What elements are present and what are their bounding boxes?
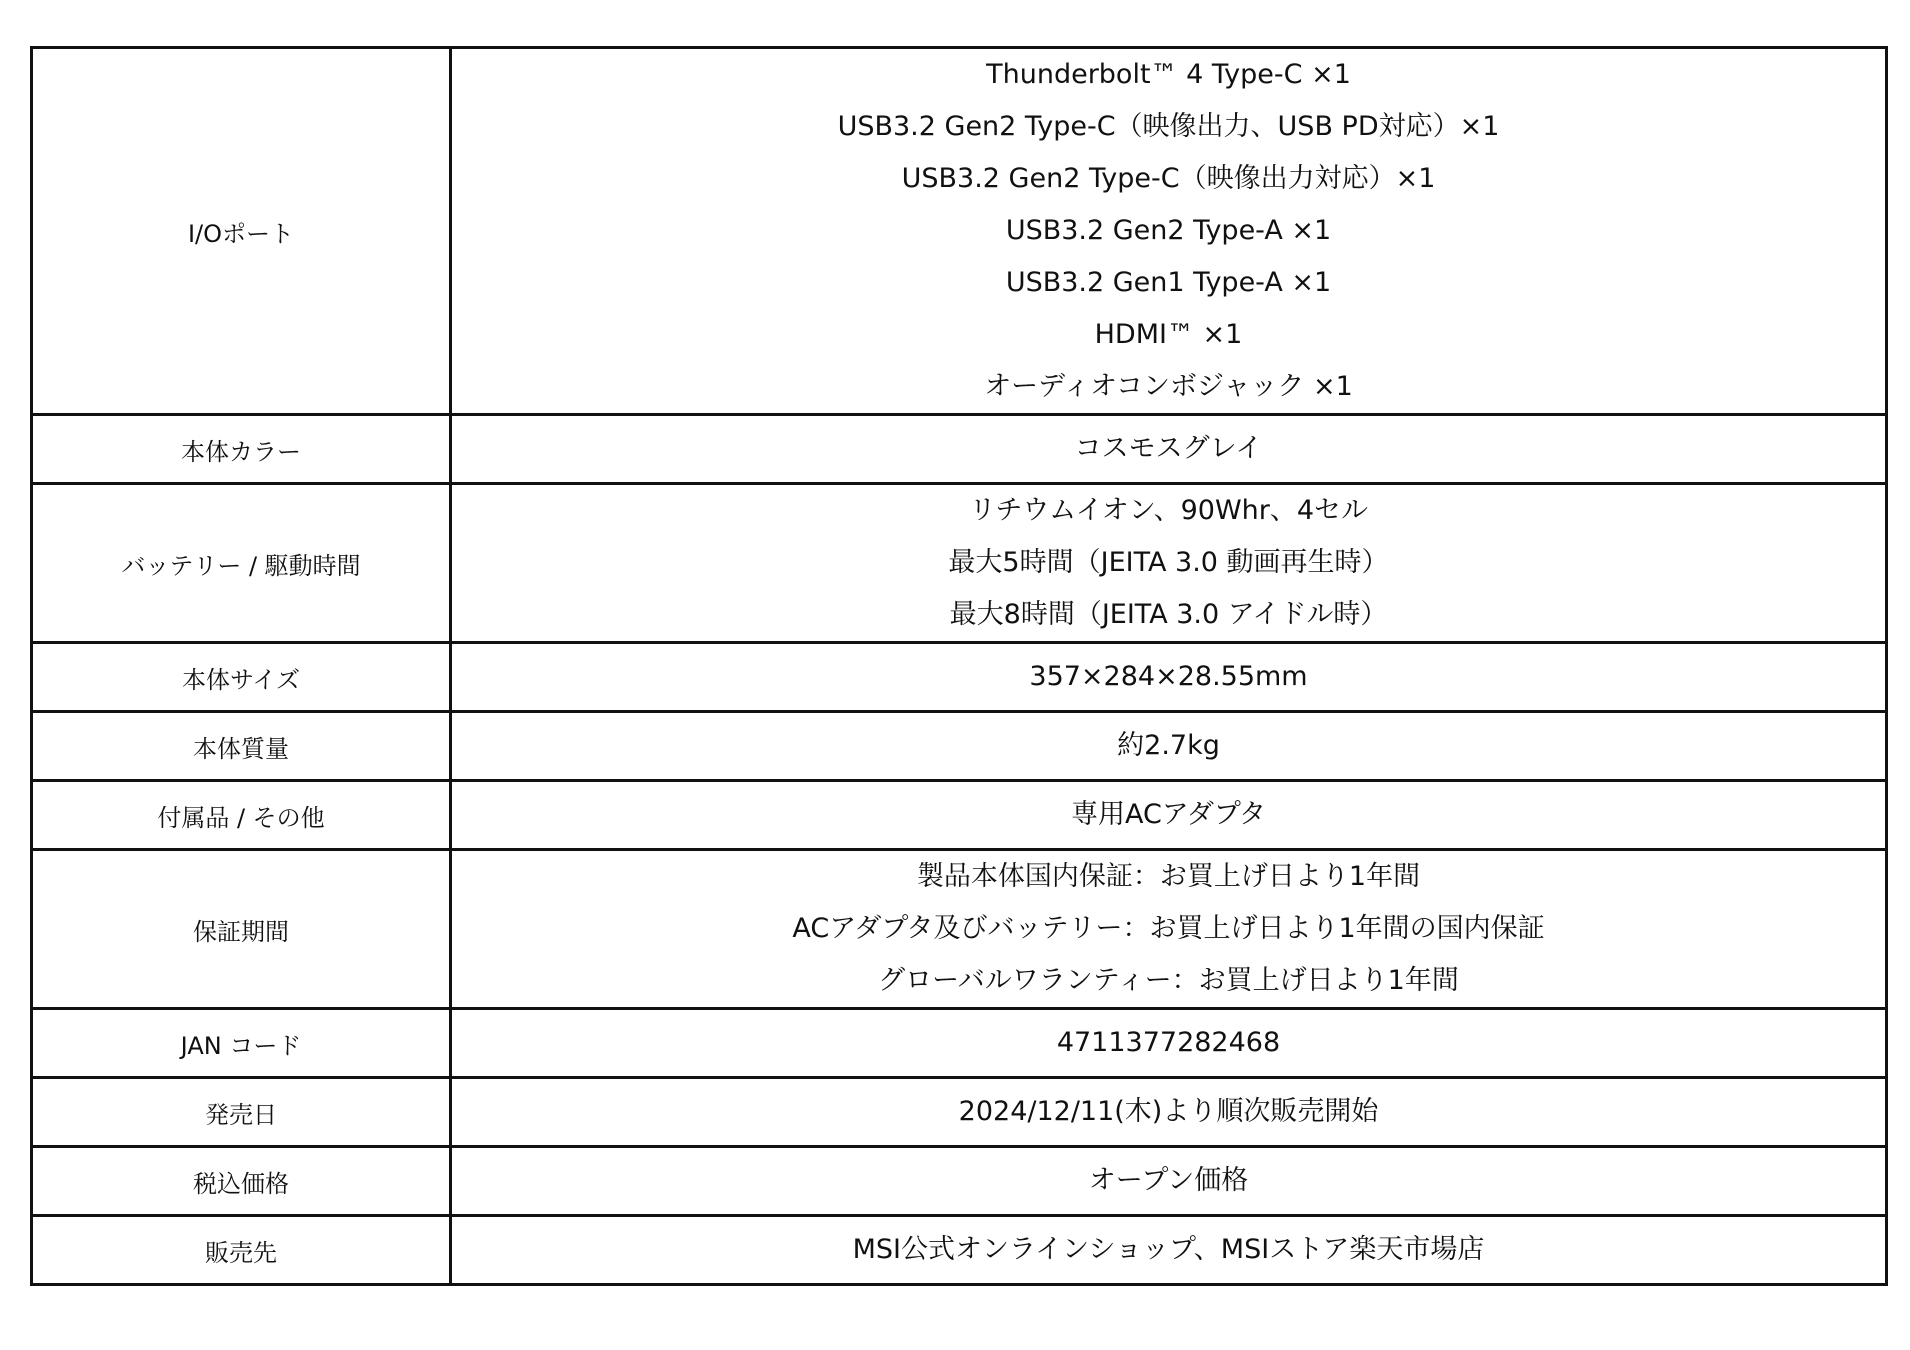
spec-label: 保証期間	[32, 850, 451, 1009]
spec-row-sellers	[32, 1216, 1887, 1285]
spec-label: JAN コード	[32, 1009, 451, 1078]
spec-value-line: USB3.2 Gen2 Type-C（映像出力、USB PD対応）×1	[837, 111, 1500, 142]
spec-value-line: オープン価格	[1088, 1165, 1249, 1196]
spec-row-io-ports	[32, 48, 1887, 415]
spec-table	[30, 46, 1888, 1286]
spec-value	[451, 850, 1887, 1009]
spec-value-line: 最大5時間（JEITA 3.0 動画再生時）	[948, 547, 1389, 578]
spec-row-size	[32, 643, 1887, 712]
spec-label: 発売日	[32, 1078, 451, 1147]
spec-value-line: ACアダプタ及びバッテリー：お買上げ日より1年間の国内保証	[792, 913, 1545, 944]
spec-value	[451, 415, 1887, 484]
spec-value-line: 専用ACアダプタ	[1070, 799, 1267, 830]
spec-label: 税込価格	[32, 1147, 451, 1216]
spec-row-release-date	[32, 1078, 1887, 1147]
spec-value	[451, 48, 1887, 415]
spec-value	[451, 1078, 1887, 1147]
spec-label: 販売先	[32, 1216, 451, 1285]
spec-row-price	[32, 1147, 1887, 1216]
spec-value-line: USB3.2 Gen2 Type-A ×1	[1005, 215, 1332, 246]
spec-label: 本体質量	[32, 712, 451, 781]
spec-value-line: コスモスグレイ	[1074, 433, 1263, 464]
spec-label: 付属品 / その他	[32, 781, 451, 850]
spec-value-line: 最大8時間（JEITA 3.0 アイドル時）	[949, 599, 1388, 630]
spec-value-line: HDMI™ ×1	[1094, 319, 1243, 350]
spec-value	[451, 484, 1887, 643]
spec-row-jan-code	[32, 1009, 1887, 1078]
spec-row-warranty	[32, 850, 1887, 1009]
spec-value-line: 製品本体国内保証：お買上げ日より1年間	[916, 861, 1421, 892]
spec-value	[451, 643, 1887, 712]
spec-value-line: USB3.2 Gen2 Type-C（映像出力対応）×1	[901, 163, 1436, 194]
spec-value-line: USB3.2 Gen1 Type-A ×1	[1005, 267, 1332, 298]
spec-value-line: グローバルワランティー：お買上げ日より1年間	[878, 965, 1459, 996]
spec-label: I/Oポート	[32, 48, 451, 415]
spec-value	[451, 712, 1887, 781]
spec-value	[451, 1009, 1887, 1078]
spec-label: バッテリー / 駆動時間	[32, 484, 451, 643]
spec-value-line: Thunderbolt™ 4 Type-C ×1	[986, 59, 1351, 90]
spec-value	[451, 781, 1887, 850]
spec-value	[451, 1147, 1887, 1216]
spec-value-line: 4711377282468	[1056, 1027, 1281, 1058]
spec-value	[451, 1216, 1887, 1285]
spec-value-line: 357×284×28.55mm	[1029, 661, 1308, 692]
spec-label: 本体サイズ	[32, 643, 451, 712]
spec-row-battery	[32, 484, 1887, 643]
spec-value-line: 2024/12/11(木)より順次販売開始	[958, 1096, 1379, 1127]
spec-row-weight	[32, 712, 1887, 781]
spec-value-line: MSI公式オンラインショップ、MSIストア楽天市場店	[852, 1234, 1485, 1265]
spec-label: 本体カラー	[32, 415, 451, 484]
spec-value-line: オーディオコンボジャック ×1	[984, 371, 1353, 402]
spec-value-line: 約2.7kg	[1117, 730, 1220, 761]
spec-row-color	[32, 415, 1887, 484]
spec-row-accessories	[32, 781, 1887, 850]
spec-value-line: リチウムイオン、90Whr、4セル	[968, 495, 1369, 526]
